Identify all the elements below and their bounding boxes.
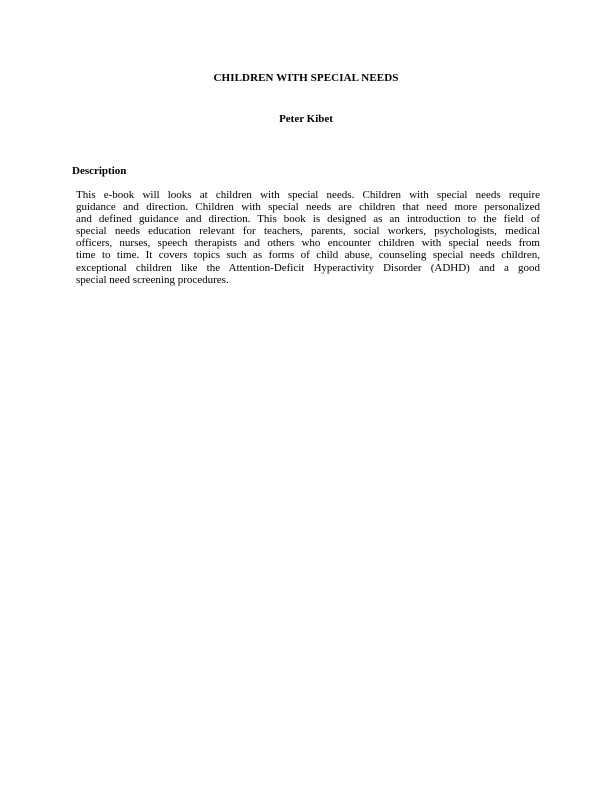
description-line: officers, nurses, speech therapists and others who encounter children with special needs from [76,237,540,250]
description-line: guidance and direction. Children with special needs are children that need more personalized [76,201,540,214]
description-line: exceptional children like the Attention-Deficit Hyperactivity Disorder (ADHD) and a good [76,261,540,274]
description-line: special needs education relevant for teachers, parents, social workers, psychologists, medical [76,225,540,238]
section-heading: Description [72,165,127,177]
document-title: CHILDREN WITH SPECIAL NEEDS [213,72,399,84]
document-author: Peter Kibet [279,113,333,125]
description-line: special need screening procedures. [76,273,229,286]
description-line: time to time. It covers topics such as forms of child abuse, counseling special needs children, [76,249,540,262]
description-line: and defined guidance and direction. This book is designed as an introduction to the field of [76,213,540,226]
description-paragraph [76,189,540,286]
description-line: This e-book will looks at children with special needs. Children with special needs require [76,189,540,201]
